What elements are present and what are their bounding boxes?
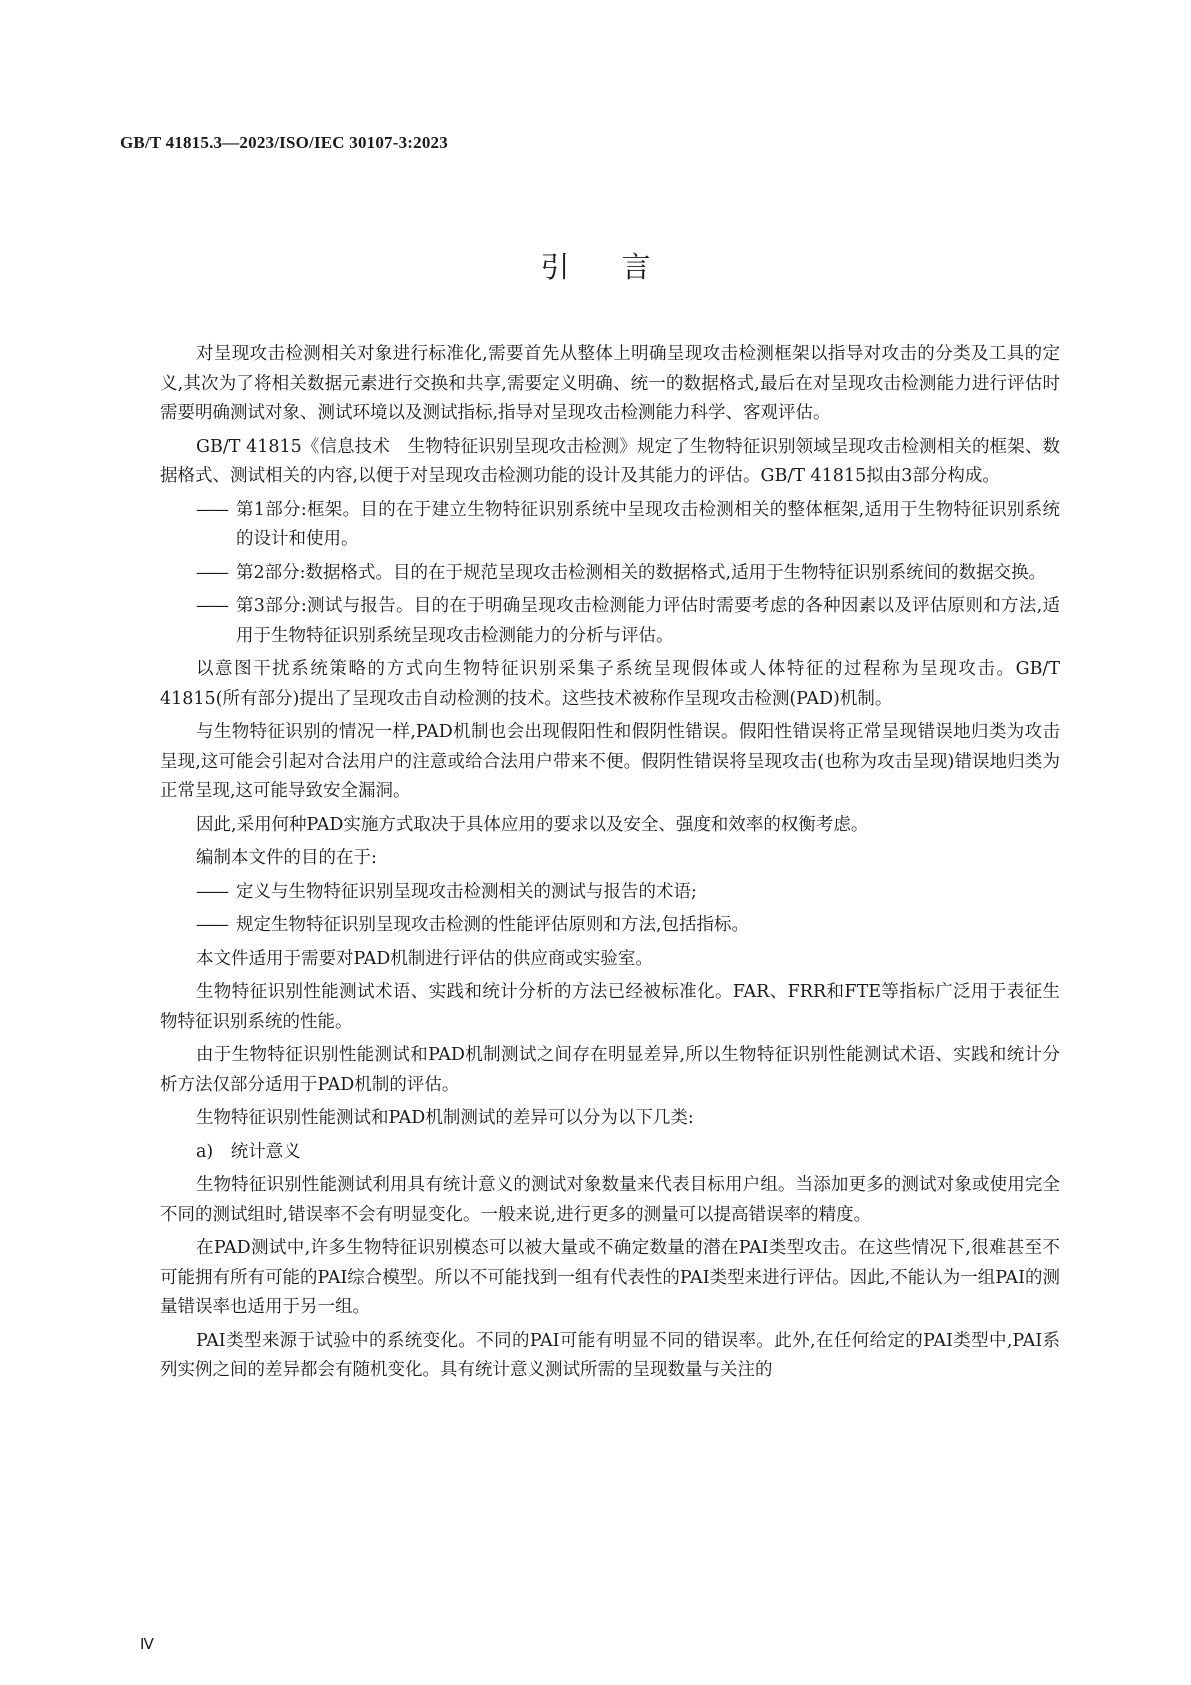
- paragraph: 与生物特征识别的情况一样,PAD机制也会出现假阳性和假阴性错误。假阳性错误将正常呈现错误地归类为攻击呈现,这可能会引起对合法用户的注意或给合法用户带来不便。假阴性错误将呈现攻击(也称为攻击呈现)错误地归类为正常呈现,这可能导致安全漏洞。: [160, 722, 1060, 801]
- paragraph: 由于生物特征识别性能测试和PAD机制测试之间存在明显差异,所以生物特征识别性能测试术语、实践和统计分析方法仅部分适用于PAD机制的评估。: [160, 1045, 1060, 1095]
- subclause-heading: a) 统计意义: [196, 1141, 301, 1162]
- list-item: [160, 911, 1060, 941]
- paragraph: 以意图干扰系统策略的方式向生物特征识别采集子系统呈现假体或人体特征的过程称为呈现攻击。GB/T 41815(所有部分)提出了呈现攻击自动检测的技术。这些技术被称作呈现攻击检测(PAD)机制。: [160, 659, 1060, 709]
- list-dash: ——: [196, 499, 227, 520]
- list-item-text: 定义与生物特征识别呈现攻击检测相关的测试与报告的术语;: [236, 881, 697, 902]
- list-dash: ——: [196, 915, 227, 935]
- paragraph: 编制本文件的目的在于:: [196, 848, 377, 868]
- paragraph: GB/T 41815《信息技术 生物特征识别呈现攻击检测》规定了生物特征识别领域呈现攻击检测相关的框架、数据格式、测试相关的内容,以便于对呈现攻击检测功能的设计及其能力的评估。GB/T 41815拟由3部分构成。: [160, 436, 1060, 486]
- list-item: [160, 496, 1060, 555]
- paragraph: 在PAD测试中,许多生物特征识别模态可以被大量或不确定数量的潜在PAI类型攻击。在这些情况下,很难甚至不可能拥有所有可能的PAI综合模型。所以不可能找到一组有代表性的PAI类型来进行评估。因此,不能认为一组PAI的测量错误率也适用于另一组。: [160, 1238, 1060, 1317]
- list-item-text: 第2部分:数据格式。目的在于规范呈现攻击检测相关的数据格式,适用于生物特征识别系统间的数据交换。: [236, 562, 1047, 583]
- paragraph: 生物特征识别性能测试术语、实践和统计分析的方法已经被标准化。FAR、FRR和FTE等指标广泛用于表征生物特征识别系统的性能。: [160, 982, 1060, 1032]
- paragraph: 本文件适用于需要对PAD机制进行评估的供应商或实验室。: [196, 948, 653, 969]
- list-item: [160, 559, 1060, 589]
- list-dash: ——: [196, 562, 227, 583]
- document-header: GB/T 41815.3—2023/ISO/IEC 30107-3:2023: [120, 133, 448, 152]
- body-text: [160, 340, 1060, 1390]
- list-dash: ——: [196, 881, 227, 902]
- list-item: [160, 878, 1060, 908]
- paragraph: 对呈现攻击检测相关对象进行标准化,需要首先从整体上明确呈现攻击检测框架以指导对攻击的分类及工具的定义,其次为了将相关数据元素进行交换和共享,需要定义明确、统一的数据格式,最后在对呈现攻击检测能力进行评估时需要明确测试对象、测试环境以及测试指标,指导对呈现攻击检测能力科学、客观评估。: [160, 344, 1060, 423]
- list-item: [160, 592, 1060, 651]
- paragraph: PAI类型来源于试验中的系统变化。不同的PAI可能有明显不同的错误率。此外,在任何给定的PAI类型中,PAI系列实例之间的差异都会有随机变化。具有统计意义测试所需的呈现数量与关注的: [160, 1330, 1060, 1380]
- page-number: Ⅳ: [140, 1637, 154, 1653]
- list-item-text: 规定生物特征识别呈现攻击检测的性能评估原则和方法,包括指标。: [236, 915, 750, 935]
- list-item-text: 第1部分:框架。目的在于建立生物特征识别系统中呈现攻击检测相关的整体框架,适用于生物特征识别系统的设计和使用。: [236, 499, 1060, 549]
- list-dash: ——: [196, 596, 227, 616]
- paragraph: 因此,采用何种PAD实施方式取决于具体应用的要求以及安全、强度和效率的权衡考虑。: [196, 814, 869, 835]
- section-title: 引言: [540, 250, 703, 284]
- list-item-text: 第3部分:测试与报告。目的在于明确呈现攻击检测能力评估时需要考虑的各种因素以及评估原则和方法,适用于生物特征识别系统呈现攻击检测能力的分析与评估。: [236, 596, 1060, 646]
- paragraph: 生物特征识别性能测试利用具有统计意义的测试对象数量来代表目标用户组。当添加更多的测试对象或使用完全不同的测试组时,错误率不会有明显变化。一般来说,进行更多的测量可以提高错误率的精度。: [160, 1175, 1060, 1225]
- paragraph: 生物特征识别性能测试和PAD机制测试的差异可以分为以下几类:: [196, 1108, 694, 1128]
